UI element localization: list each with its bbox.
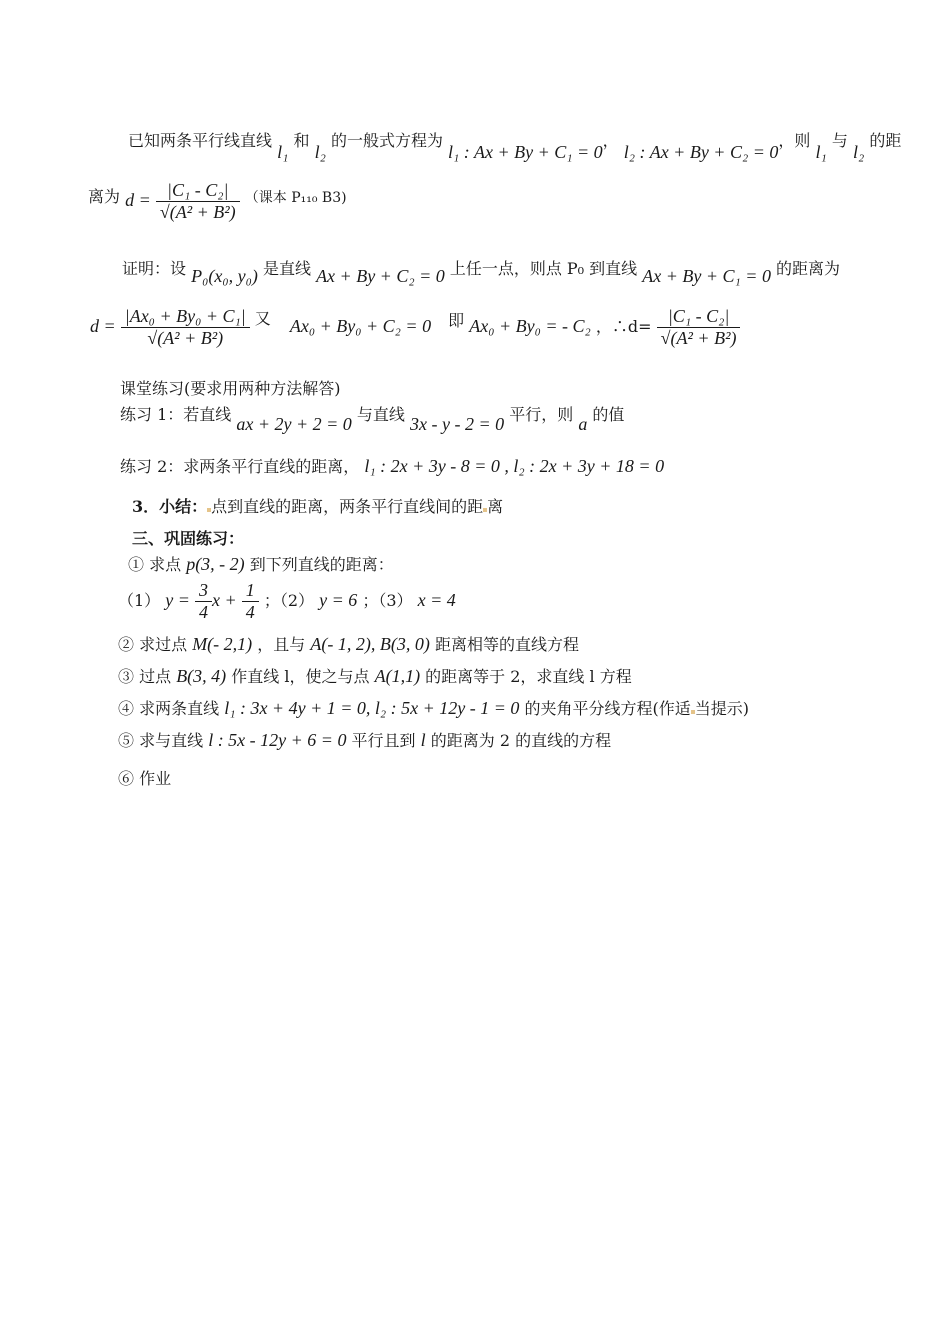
text: ；（3） bbox=[362, 591, 413, 610]
math-d: d = bbox=[90, 316, 116, 336]
equation: ax + 2y + 2 = 0 bbox=[236, 414, 352, 434]
math-p0: P₀(x₀, y₀) bbox=[191, 266, 258, 286]
fraction-denominator: √(A² + B²) bbox=[147, 328, 224, 348]
math-l: l bbox=[420, 730, 426, 750]
equation-c2: Ax + By + C₂ = 0 bbox=[316, 266, 445, 286]
summary-heading: 3．小结： bbox=[132, 497, 208, 516]
question-2 bbox=[118, 632, 579, 655]
text: 的距 bbox=[869, 131, 902, 150]
fraction-numerator: 3 bbox=[195, 580, 212, 602]
equation: x = 4 bbox=[417, 590, 456, 610]
text: 点到直线的距离，两条平行直线间的距 bbox=[211, 497, 484, 516]
text: ④ 求两条直线 bbox=[118, 699, 220, 718]
question-1 bbox=[128, 552, 394, 575]
fraction-distance bbox=[156, 180, 240, 223]
text: 作直线 l，使之与点 bbox=[231, 667, 370, 686]
equation-c1: Ax + By + C₁ = 0 bbox=[642, 266, 771, 286]
text: 的值 bbox=[592, 405, 625, 424]
textbook-reference: （课本 P₁₁₀ B3) bbox=[244, 190, 347, 206]
fraction-numerator: 1 bbox=[242, 580, 259, 602]
text: ⑥ 作业 bbox=[118, 769, 172, 788]
text: ① 求点 bbox=[128, 555, 182, 574]
text: 课堂练习(要求用两种方法解答) bbox=[120, 379, 341, 398]
fraction-denominator: 4 bbox=[245, 602, 255, 622]
text: 的距离为 2 的直线的方程 bbox=[430, 731, 612, 750]
text: 练习 1：若直线 bbox=[120, 405, 232, 424]
math-l2: l₂ bbox=[314, 142, 326, 162]
proof-line-1 bbox=[122, 256, 841, 286]
fraction-1-4 bbox=[242, 580, 259, 623]
fraction-numerator: |C₁ - C₂| bbox=[657, 306, 741, 328]
fraction-point-distance bbox=[121, 306, 250, 349]
exercise-2 bbox=[120, 454, 664, 477]
equation: y = 6 bbox=[319, 590, 358, 610]
math-x: x + bbox=[212, 590, 237, 610]
math-a: a bbox=[578, 414, 588, 434]
math-l2: l₂ bbox=[852, 142, 865, 162]
math-point: M(- 2,1) bbox=[192, 634, 253, 654]
therefore-symbol: ，∴d= bbox=[595, 317, 652, 336]
text: ⑤ 求与直线 bbox=[118, 731, 204, 750]
equation: Ax₀ + By₀ = - C₂ bbox=[469, 316, 591, 336]
text: 已知两条平行线直线 bbox=[128, 131, 273, 150]
text: 离为 bbox=[88, 187, 121, 206]
exercise-1 bbox=[120, 402, 625, 434]
text: 又 bbox=[254, 309, 271, 328]
fraction-denominator: √(A² + B²) bbox=[660, 328, 737, 348]
text: 离 bbox=[487, 497, 504, 516]
math-points: A(- 1, 2), B(3, 0) bbox=[310, 634, 430, 654]
text: 平行，则 bbox=[509, 405, 574, 424]
text: ③ 过点 bbox=[118, 667, 172, 686]
text: 的距离等于 2，求直线 l 方程 bbox=[425, 667, 632, 686]
equation: l : 5x - 12y + 6 = 0 bbox=[208, 730, 347, 750]
text: 到下列直线的距离： bbox=[249, 555, 394, 574]
text: 和 bbox=[293, 131, 310, 150]
summary bbox=[132, 494, 503, 517]
consolidate-heading bbox=[132, 526, 244, 549]
math-l1: l₁ bbox=[815, 142, 827, 162]
question-3 bbox=[118, 664, 632, 687]
math-point: B(3, 4) bbox=[176, 666, 227, 686]
equation-l1: l₁ : Ax + By + C₁ = 0 bbox=[448, 142, 603, 162]
question-5 bbox=[118, 728, 611, 751]
text: ；（2） bbox=[263, 591, 315, 610]
math-y: y = bbox=[165, 590, 190, 610]
equation: l₁ : 2x + 3y - 8 = 0 , l₂ : 2x + 3y + 18 = 0 bbox=[364, 456, 665, 476]
fraction-3-4 bbox=[195, 580, 212, 623]
text: 的一般式方程为 bbox=[330, 131, 443, 150]
intro-line-1 bbox=[128, 128, 902, 162]
text: ， bbox=[602, 131, 619, 150]
text: 是直线 bbox=[262, 259, 311, 278]
question-4 bbox=[118, 696, 749, 719]
intro-line-2 bbox=[88, 180, 347, 223]
math-point: p(3, - 2) bbox=[186, 554, 245, 574]
equation: l₁ : 3x + 4y + 1 = 0, l₂ : 5x + 12y - 1 = 0 bbox=[224, 698, 520, 718]
fraction-denominator: 4 bbox=[199, 602, 209, 622]
text: 的夹角平分线方程(作适 bbox=[524, 699, 691, 718]
equation: Ax₀ + By₀ + C₂ = 0 bbox=[289, 316, 432, 336]
text: 上任一点，则点 P₀ 到直线 bbox=[449, 259, 638, 278]
fraction-numerator: |Ax₀ + By₀ + C₁| bbox=[121, 306, 250, 328]
math-d: d = bbox=[125, 190, 151, 210]
proof-line-2 bbox=[90, 306, 740, 349]
text: ，且与 bbox=[257, 635, 306, 654]
text: 练习 2：求两条平行直线的距离， bbox=[120, 457, 360, 476]
fraction-result bbox=[657, 306, 741, 349]
classwork-heading bbox=[120, 376, 341, 399]
fraction-numerator: |C₁ - C₂| bbox=[156, 180, 240, 202]
equation-l2: l₂ : Ax + By + C₂ = 0 bbox=[623, 142, 779, 162]
math-point: A(1,1) bbox=[374, 666, 421, 686]
text: 三、巩固练习： bbox=[132, 529, 245, 548]
text: 即 bbox=[448, 311, 465, 330]
text: （1） bbox=[118, 591, 161, 610]
text: 与 bbox=[831, 131, 848, 150]
text: 的距离为 bbox=[776, 259, 841, 278]
text: 距离相等的直线方程 bbox=[434, 635, 579, 654]
text: 证明：设 bbox=[122, 259, 187, 278]
text: ，则 bbox=[778, 131, 811, 150]
text: 平行且到 bbox=[351, 731, 416, 750]
question-6 bbox=[118, 766, 171, 789]
text: 与直线 bbox=[356, 405, 405, 424]
question-1-items bbox=[118, 580, 456, 623]
math-l1: l₁ bbox=[277, 142, 289, 162]
fraction-denominator: √(A² + B²) bbox=[159, 202, 236, 222]
equation: 3x - y - 2 = 0 bbox=[410, 414, 505, 434]
text: 当提示) bbox=[694, 699, 749, 718]
text: ② 求过点 bbox=[118, 635, 188, 654]
